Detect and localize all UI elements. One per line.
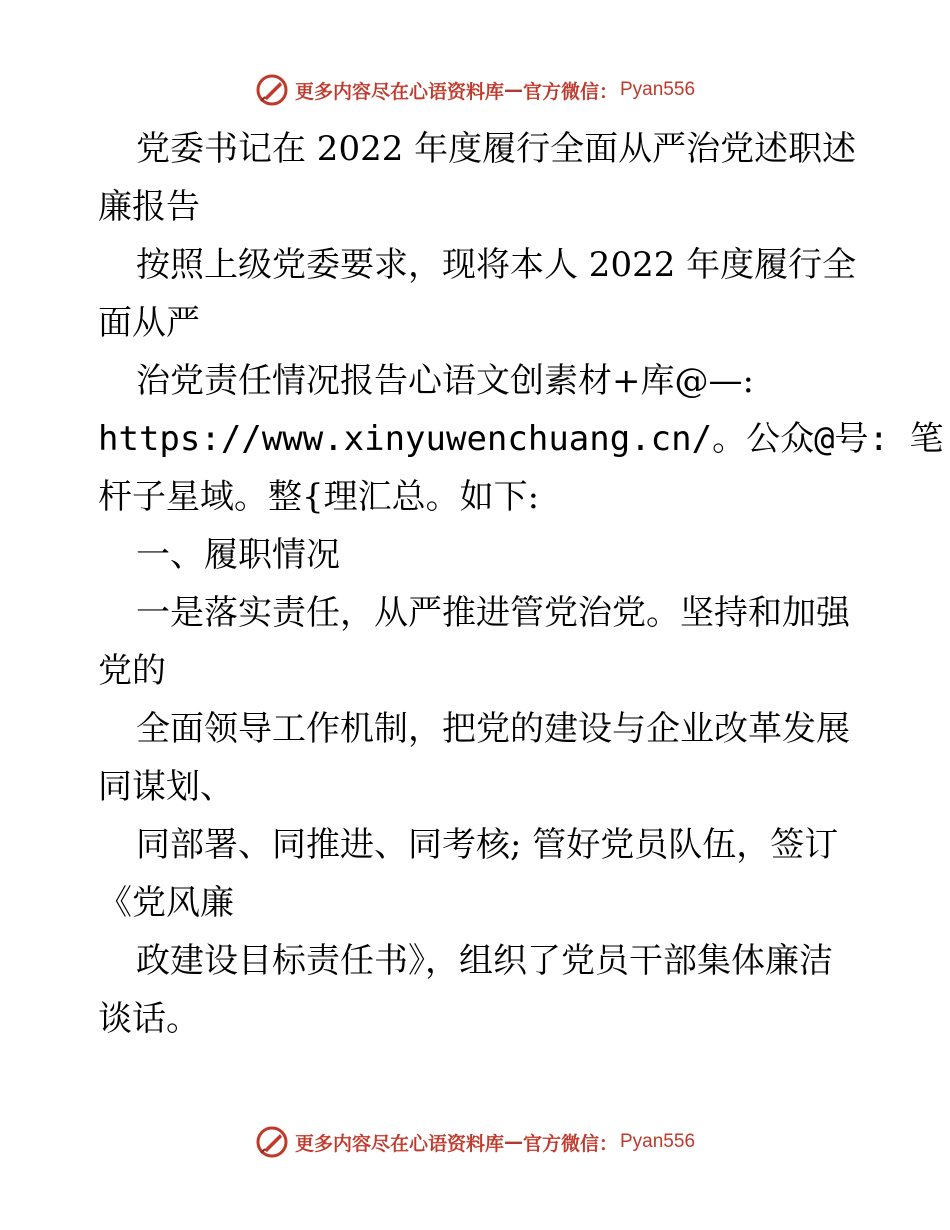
paragraph-line: 党的 xyxy=(98,651,166,691)
paragraph-line: 全面领导工作机制，把党的建设与企业改革发展 xyxy=(136,709,850,749)
document-body xyxy=(98,120,944,1048)
paragraph-line: 《党风廉 xyxy=(98,883,234,923)
paragraph-line-url: https://www.xinyuwenchuang.cn/。公众@号: 笔 xyxy=(98,419,944,459)
paragraph-line: 同谋划、 xyxy=(98,767,234,807)
watermark-wechat-label: 官方微信： xyxy=(522,80,618,103)
watermark-wechat-id: Pyan556 xyxy=(620,79,696,100)
header-watermark xyxy=(0,70,950,110)
footer-watermark xyxy=(0,1122,950,1162)
paragraph-line: 一是落实责任，从严推进管党治党。坚持和加强 xyxy=(136,593,850,633)
watermark-separator: — xyxy=(503,79,523,101)
document-title-line-2: 廉报告 xyxy=(98,187,200,227)
watermark-separator: — xyxy=(503,1131,523,1153)
watermark-wechat-label: 官方微信： xyxy=(522,1132,618,1155)
paragraph-line: 杆子星域。整{理汇总。如下: xyxy=(98,477,540,517)
paragraph-line: 同部署、同推进、同考核; 管好党员队伍，签订 xyxy=(136,825,839,865)
paragraph-line: 治党责任情况报告心语文创素材+库@—: xyxy=(136,361,754,401)
watermark-brand: 更多内容尽在心语资料库 xyxy=(294,80,504,103)
watermark-wechat-id: Pyan556 xyxy=(620,1131,696,1152)
paragraph-line: 按照上级党委要求，现将本人 2022 年度履行全 xyxy=(136,245,857,285)
paragraph-line: 政建设目标责任书》，组织了党员干部集体廉洁 xyxy=(136,941,833,981)
document-title-line-1: 党委书记在 2022 年度履行全面从严治党述职述 xyxy=(136,129,857,169)
quill-pen-logo-icon xyxy=(255,1125,289,1159)
paragraph-line: 面从严 xyxy=(98,303,200,343)
paragraph-line: 谈话。 xyxy=(98,999,200,1039)
section-heading: 一、履职情况 xyxy=(136,535,340,575)
watermark-brand: 更多内容尽在心语资料库 xyxy=(294,1132,504,1155)
quill-pen-logo-icon xyxy=(255,73,289,107)
